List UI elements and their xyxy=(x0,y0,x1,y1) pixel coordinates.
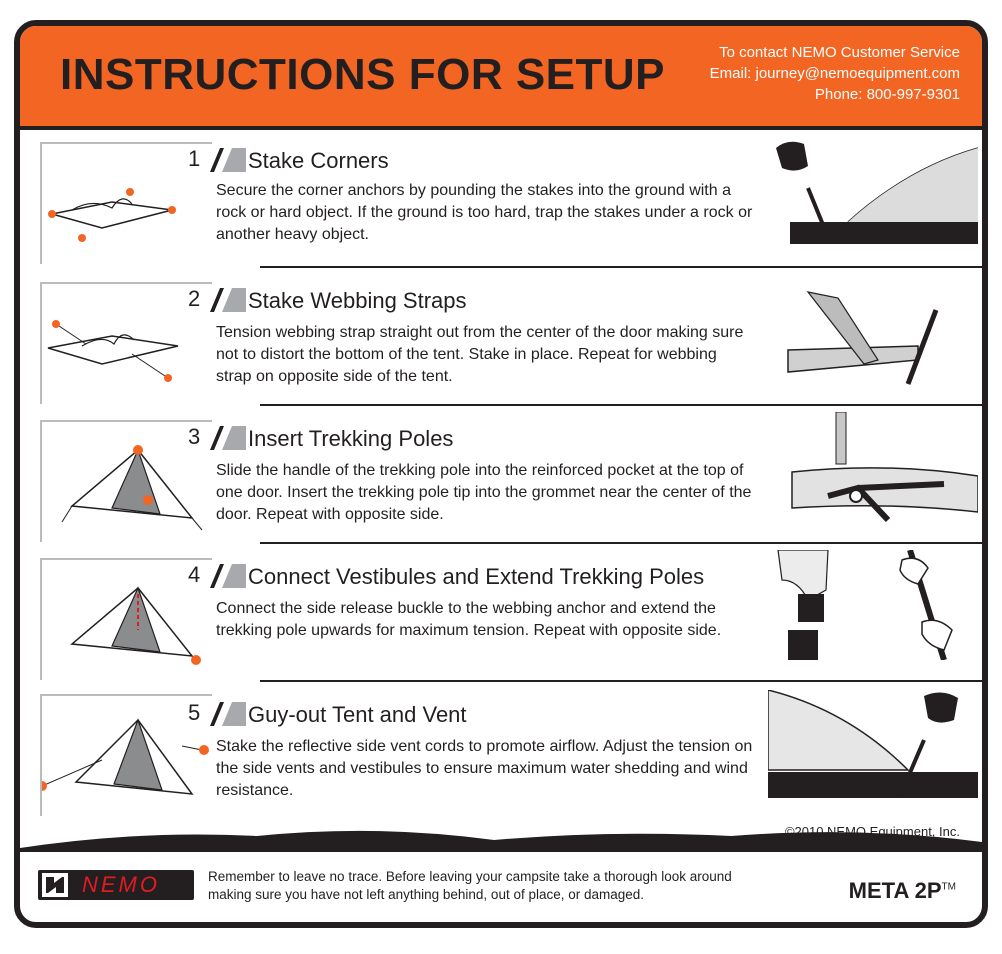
brand-name: NEMO xyxy=(82,872,160,897)
tent-diagram-icon xyxy=(40,694,212,816)
step-number: 4 xyxy=(188,562,201,587)
tent-diagram-icon xyxy=(40,558,212,680)
hand-pounding-stake-icon xyxy=(768,138,978,248)
hand-pounding-stake-icon xyxy=(768,690,978,800)
step-description: Secure the corner anchors by pounding the stakes into the ground with a rock or hard object. If the ground is too hard, trap the stakes under a rock or another heavy object. xyxy=(216,182,753,243)
step-number: 1 xyxy=(188,146,201,171)
step-slash-icon xyxy=(208,288,246,312)
step-1 xyxy=(20,126,982,266)
step-title: Insert Trekking Poles xyxy=(248,426,454,451)
webbing-strap-stake-icon xyxy=(768,280,978,390)
contact-line: To contact NEMO Customer Service xyxy=(719,44,960,61)
step-number: 5 xyxy=(188,700,201,725)
step-3 xyxy=(20,404,982,542)
tent-diagram-icon xyxy=(40,282,212,404)
step-description: Stake the reflective side vent cords to promote airflow. Adjust the tension on the side vents and vestibules to ensure maximum water shedding and wind resistance. xyxy=(216,738,753,799)
contact-email: Email: journey@nemoequipment.com xyxy=(709,65,960,82)
footer xyxy=(20,848,982,928)
trekking-pole-grommet-icon xyxy=(768,412,978,522)
step-title: Stake Webbing Straps xyxy=(248,288,467,313)
step-description: Slide the handle of the trekking pole into the reinforced pocket at the top of one door. Insert the trekking pole tip into the grommet near the center of the door. Repeat with opposite side. xyxy=(216,462,752,523)
step-slash-icon xyxy=(208,148,246,172)
product-name xyxy=(849,878,956,904)
nemo-logo xyxy=(38,870,194,900)
step-description: Tension webbing strap straight out from the center of the door making sure not to distort the bottom of the tent. Stake in place. Repeat for webbing strap on opposite side of the tent. xyxy=(216,324,744,385)
step-title: Stake Corners xyxy=(248,148,389,173)
contact-info xyxy=(710,42,960,105)
step-description: Connect the side release buckle to the webbing anchor and extend the trekking pole upwards for maximum tension. Repeat with opposite side. xyxy=(216,600,722,639)
buckle-icon xyxy=(768,550,868,660)
page-title: INSTRUCTIONS FOR SETUP xyxy=(60,50,666,99)
step-title: Guy-out Tent and Vent xyxy=(248,702,467,727)
trademark: TM xyxy=(941,881,956,893)
step-slash-icon xyxy=(208,426,246,450)
contact-phone: Phone: 800-997-9301 xyxy=(814,86,960,103)
step-slash-icon xyxy=(208,564,246,588)
step-number: 3 xyxy=(188,424,201,449)
tent-diagram-icon xyxy=(40,142,212,264)
tent-diagram-icon xyxy=(40,420,212,542)
leave-no-trace-reminder: Remember to leave no trace. Before leaving your campsite take a thorough look around making sure you have not left anything behind, out of place, or damaged. xyxy=(208,869,732,902)
product-label: META 2P xyxy=(848,878,942,903)
header-banner xyxy=(20,26,982,130)
step-slash-icon xyxy=(208,702,246,726)
instruction-card xyxy=(14,20,988,928)
nemo-mark-icon xyxy=(42,873,68,897)
step-4 xyxy=(20,542,982,680)
step-title: Connect Vestibules and Extend Trekking Poles xyxy=(248,564,705,589)
step-number: 2 xyxy=(188,286,201,311)
copyright: ©2010 NEMO Equipment, Inc. xyxy=(784,824,960,839)
step-5 xyxy=(20,680,982,820)
hand-extending-pole-icon xyxy=(888,550,978,660)
step-2 xyxy=(20,266,982,404)
